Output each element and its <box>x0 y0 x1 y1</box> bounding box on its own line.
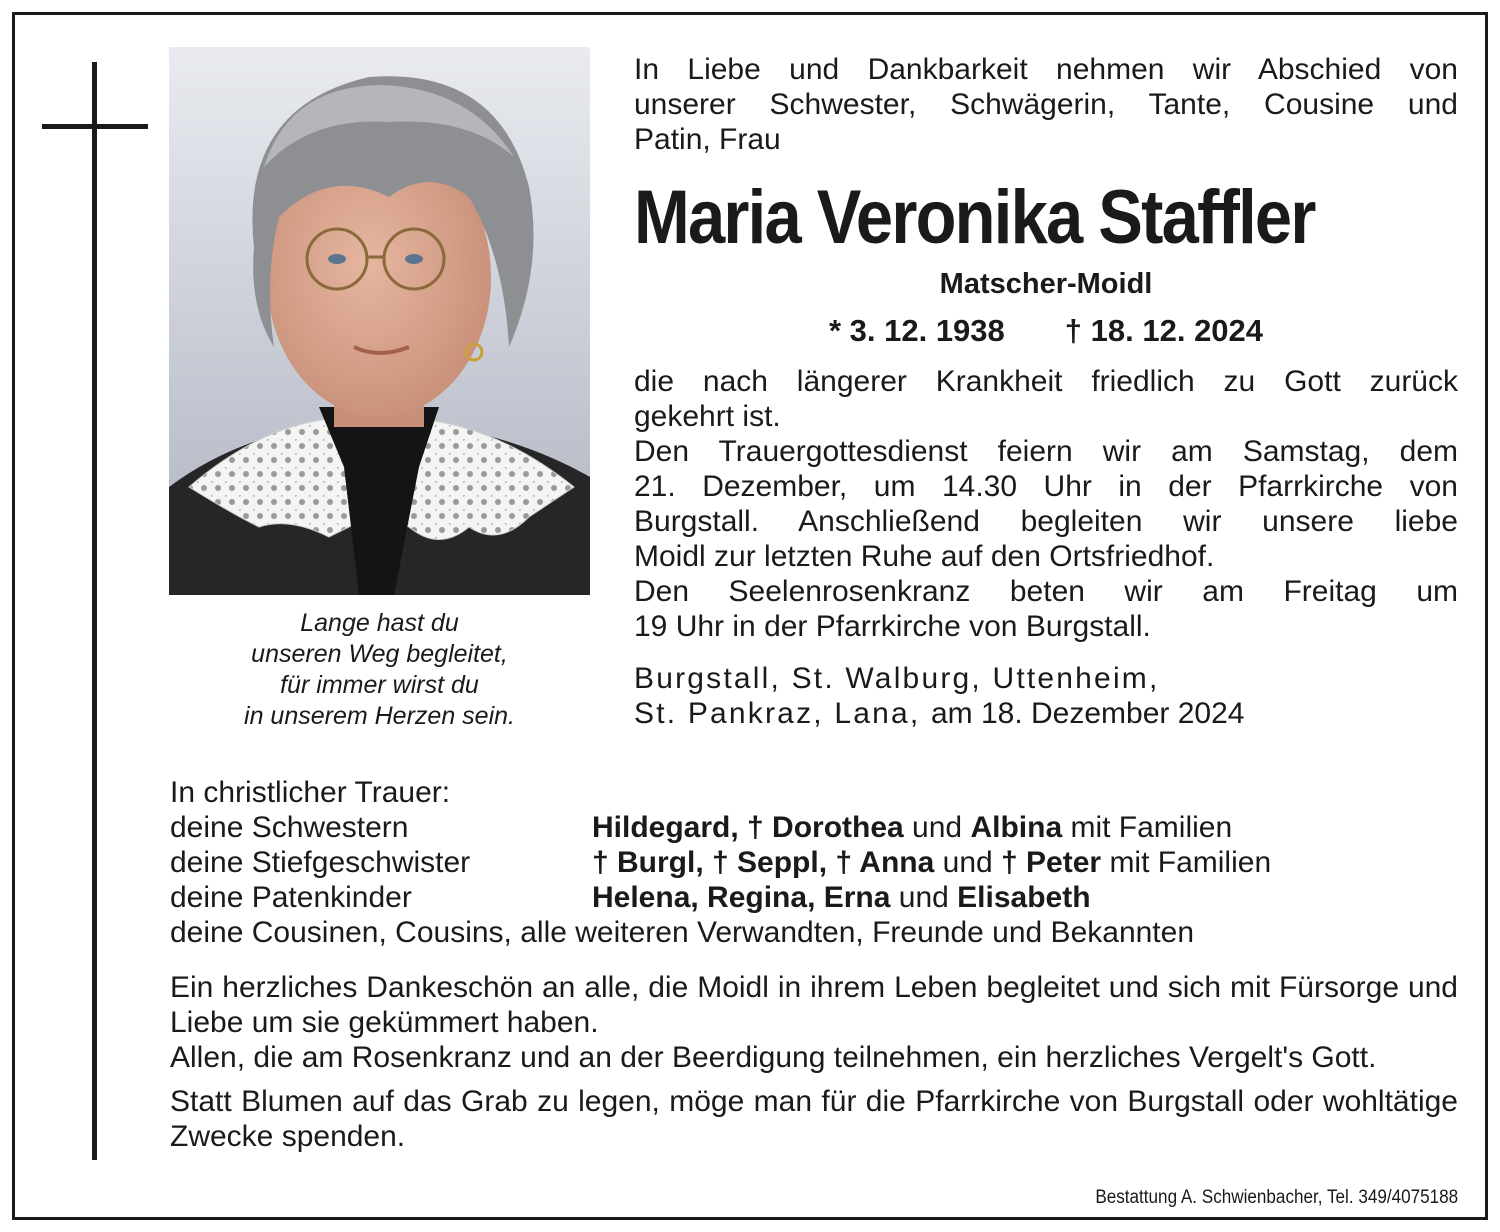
text-line: Burgstall. Anschließend begleiten wir unsere liebe <box>634 505 1458 538</box>
portrait-photo <box>169 47 590 595</box>
intro-line: In Liebe und Dankbarkeit nehmen wir Abschied von <box>634 53 1458 86</box>
mourner-names: Helena, Regina, Erna und Elisabeth <box>592 881 1091 914</box>
mourner-names: Hildegard, † Dorothea und Albina mit Familien <box>592 811 1233 844</box>
relation-label: deine Schwestern <box>170 811 409 844</box>
intro-text <box>634 52 1458 157</box>
funeral-home-footer: Bestattung A. Schwienbacher, Tel. 349/4075188 <box>1095 1187 1458 1208</box>
mourner-row <box>170 810 1470 845</box>
text-line: 21. Dezember, um 14.30 Uhr in der Pfarrkirche von <box>634 470 1458 503</box>
deceased-name: Maria Veronika Staffler <box>634 175 1315 260</box>
text-line: Den Trauergottesdienst feiern wir am Samstag, dem <box>634 435 1458 468</box>
relation-label: deine Patenkinder <box>170 881 412 914</box>
quote-line: unseren Weg begleitet, <box>251 640 508 668</box>
cross-icon-bar <box>42 124 148 129</box>
birth-date: * 3. 12. 1938 <box>828 313 1005 348</box>
quote-line: für immer wirst du <box>280 671 479 699</box>
quote-line: in unserem Herzen sein. <box>244 702 515 730</box>
other-mourners: deine Cousinen, Cousins, alle weiteren Verwandten, Freunde und Bekannten <box>170 916 1195 949</box>
mourner-names: † Burgl, † Seppl, † Anna und † Peter mit Familien <box>592 846 1272 879</box>
announcement-text <box>634 364 1458 644</box>
thanks-text <box>170 970 1458 1154</box>
thanks-paragraph: Allen, die am Rosenkranz und an der Beerdigung teilnehmen, ein herzliches Vergelt's Gott. <box>170 1041 1377 1074</box>
place-names: St. Pankraz, Lana, <box>634 697 921 730</box>
thanks-paragraph: Statt Blumen auf das Grab zu legen, möge man für die Pfarrkirche von Burgstall oder wohltätige Zwecke spenden. <box>170 1085 1458 1153</box>
place-line <box>634 696 1458 731</box>
cross-icon <box>92 62 97 1160</box>
text-line: 19 Uhr in der Pfarrkirche von Burgstall. <box>634 610 1151 643</box>
mourners-heading: In christlicher Trauer: <box>170 776 451 809</box>
memorial-quote <box>169 608 590 732</box>
intro-line: Patin, Frau <box>634 123 781 156</box>
place-line: Burgstall, St. Walburg, Uttenheim, <box>634 662 1160 695</box>
intro-line: unserer Schwester, Schwägerin, Tante, Cousine und <box>634 88 1458 121</box>
mourner-row <box>170 880 1470 915</box>
quote-line: Lange hast du <box>300 609 459 637</box>
mourners-list <box>170 775 1470 950</box>
announcement-date: am 18. Dezember 2024 <box>930 697 1245 730</box>
place-and-date <box>634 661 1458 731</box>
death-date: † 18. 12. 2024 <box>1064 313 1264 348</box>
text-line: gekehrt ist. <box>634 400 781 433</box>
relation-label: deine Stiefgeschwister <box>170 846 471 879</box>
mourner-row <box>170 845 1470 880</box>
text-line: die nach längerer Krankheit friedlich zu Gott zurück <box>634 365 1458 398</box>
deceased-nickname: Matscher-Moidl <box>939 268 1153 300</box>
life-dates <box>634 312 1458 350</box>
text-line: Den Seelenrosenkranz beten wir am Freitag um <box>634 575 1458 608</box>
text-line: Moidl zur letzten Ruhe auf den Ortsfriedhof. <box>634 540 1215 573</box>
thanks-paragraph: Ein herzliches Dankeschön an alle, die Moidl in ihrem Leben begleitet und sich mit Fürsorge und Liebe um sie gekümmert haben. <box>170 971 1458 1039</box>
